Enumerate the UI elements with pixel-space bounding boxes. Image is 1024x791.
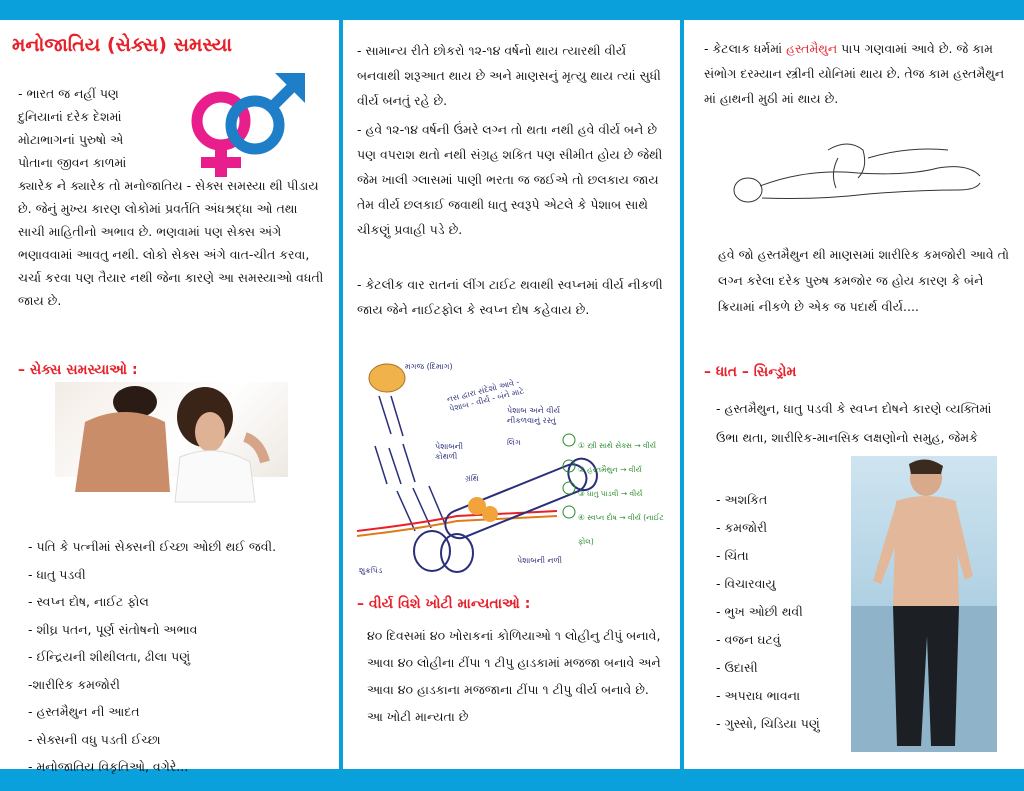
intro-line: પોતાના જીવન કાળમાં [18, 155, 127, 170]
intro-continued: ક્યારેક ને ક્યારેક તો મનોજાતિય - સેક્સ સમસ્યા થી પીડાય છે. જેનું મુખ્ય કારણ લોકોમાં પ્રવર્તતિ અંધશ્રદ્ધા ઓ તથા સાચી માહિતીનો અભાવ છે. ભણવામાં પણ સેક્સ અંગે ભણાવવામાં આવતુ નથી. લોકો સેક્સ અંગે વાત-ચીત કરવા, ચર્ચા કરવા પણ તૈયાર નથી જેના કારણે આ સમસ્યાઓ વધતી જાય છે. [18, 178, 324, 308]
diagram-label: મગજ (દિમાગ) [405, 362, 453, 371]
paragraph: ૪૦ દિવસમાં ૪૦ ખોરાકનાં કોળિયાઓ ૧ લોહીનુ ટીપું બનાવે, આવા ૪૦ લોહીના ટીંપા ૧ ટીપુ હાડકામાં મજજા બનાવે અને આવા ૪૦ હાડકાના મજજાના ટીંપા ૧ ટીપુ વીર્ય બનાવે છે. આ ખોટી માન્યતા છે [367, 628, 661, 724]
list-item: - ઈન્દ્રિયની શીથીલતા, ઢીલા પણું [28, 649, 191, 664]
diagram-illustration [357, 356, 668, 582]
diagram-label: પેશાબ અને વીર્ય નીકળવાનું રસ્તું [507, 406, 561, 425]
list-item: - ઉદાસી [716, 660, 758, 675]
text-run: પાપ ગણવામાં આવે છે. જે કામ સંભોગ દરમ્યાન સ્ત્રીની યોનિમાં થાય છે. તેજ કામ હસ્તમૈથુન માં હાથની મુઠી માં થાય છે. [704, 41, 1005, 106]
list-item: - ભુખ ઓછી થવી [716, 604, 803, 619]
diagram-item: ③ ધાતુ પાડવી → વીર્ય [578, 489, 643, 498]
list-item: - ધાતુ પડવી [28, 566, 86, 582]
intro-line: દુનિયાનાં દરેક દેશમાં [18, 109, 122, 124]
paragraph [704, 36, 1012, 111]
paragraph: - સામાન્ય રીતે છોકરો ૧૨-૧૪ વર્ષનો થાય ત્યારથી વીર્ય બનવાથી શરૂઆત થાય છે અને માણસનું મૃત્યુ થાય ત્યાં સુધી વીર્ય બનતું રહે છે. [357, 43, 661, 108]
list-item: - સેક્સની વધુ પડતી ઈચ્છા [28, 731, 161, 747]
list-item: - હસ્તમૈથુન ની આદત [28, 704, 140, 719]
list-item: - ગુસ્સો, ચિડિયા પણું [716, 716, 820, 731]
paragraph: - હસ્તમૈથુન, ધાતુ પડવી કે સ્વપ્ન દોષને કારણે વ્યક્તિમાં ઉભા થતા, શારીરિક-માનસિક લક્ષણોનો સમુહ, જેમકે [716, 401, 992, 445]
gender-symbols-icon [165, 65, 320, 181]
list-item: - અશકિત [716, 492, 768, 507]
intro-line: - ભારત જ નહીં પણ [18, 86, 119, 101]
page-title: મનોજાતિય (સેક્સ) સમસ્યા [12, 34, 233, 56]
diagram-label: પેશાબની નળી [517, 556, 563, 565]
thin-man-photo [851, 456, 997, 752]
list-item: - પતિ કે પત્નીમાં સેક્સની ઈચ્છા ઓછી થઈ જવી. [28, 539, 277, 554]
sex-problems-list [28, 533, 333, 781]
list-item: - શીઘ્ર પતન, પૂર્ણ સંતોષનો અભાવ [28, 621, 198, 637]
couple-photo [55, 382, 288, 517]
section-heading-myths: – વીર્ય વિશે ખોટી માન્યતાઓ : [357, 596, 531, 612]
lying-figure-sketch [718, 128, 986, 228]
diagram-items [578, 434, 666, 554]
list-item: - ચિંતા [716, 548, 749, 563]
paragraph: - હવે ૧૨-૧૪ વર્ષની ઉંમરે લગ્ન તો થતા નથી હવે વીર્ય બને છે પણ વપરાશ થતો નથી સંગ્રહ શકિત પણ સીમીત હોય છે જેથી જેમ ખાલી ગ્લાસમાં પાણી ભરતા જ જઈએ તો છલકાય જાય તેમ વીર્ય છલકાઈ જવાથી ધાતુ સ્વરૂપે એટલે કે પેશાબ સાથે ચીકણું પ્રવાહી પડે છે. [357, 122, 663, 237]
section-heading-dhat-syndrome: – ધાત – સિન્ડ્રોમ [704, 364, 797, 380]
diagram-item: ④ સ્વપ્ન દોષ → વીર્ય (નાઈટ ફોલ) [578, 513, 664, 546]
list-item: - મનોજાતિય વિકૃતિઓ, વગેરે... [28, 759, 189, 774]
diagram-label: ગ્રંથિ [465, 474, 479, 483]
paragraph: હવે જો હસ્તમૈથુન થી માણસમાં શારીરિક કમજોરી આવે તો લગ્ન કરેલા દરેક પુરુષ કમજોર જ હોય કારણ કે બંને ક્રિયામાં નીકળે છે એક જ પદાર્થ વીર્ય.... [718, 247, 1010, 314]
symptoms-list [716, 486, 856, 738]
diagram-item: ② હસ્તમૈથુન → વીર્ય [578, 465, 642, 474]
diagram-label: નસ દ્વારા સંદેશો આવે - પેશાબ - વીર્ય - બંને માટે [445, 377, 525, 414]
list-item: - કમજોરી [716, 520, 768, 535]
panel-right [684, 20, 1024, 769]
panel-left [0, 20, 339, 774]
panel-middle [343, 20, 680, 769]
list-item: - વિચારવાયુ [716, 576, 776, 591]
intro-line: મોટાભાગનાં પુરુષો એ [18, 132, 124, 147]
intro-block [18, 82, 168, 174]
list-item: - વજન ઘટવું [716, 632, 781, 647]
list-item: - અપરાધ ભાવના [716, 688, 801, 703]
paragraph: - કેટલીક વાર રાતનાં લીંગ ટાઈટ થવાથી સ્વપ્નમાં વીર્ય નીકળી જાય જેને નાઈટફોલ કે સ્વપ્ન દોષ કહેવાય છે. [357, 277, 663, 317]
diagram-label: શુક્રપિંડ [359, 566, 383, 575]
diagram-item: ① સ્ત્રી સાથે સેક્સ → વીર્ય [578, 441, 656, 450]
list-item: -શારીરિક કમજોરી [28, 676, 120, 692]
text-run: - કેટલાક ધર્મમાં [704, 41, 787, 56]
highlighted-term: હસ્તમૈથુન [786, 41, 838, 56]
diagram-label: લિંગ [507, 438, 521, 447]
section-heading-sex-problems: – સેક્સ સમસ્યાઓ : [18, 362, 138, 378]
list-item: - સ્વપ્ન દોષ, નાઈટ ફોલ [28, 594, 149, 609]
diagram-label: પેશાબની કોથળી [435, 442, 463, 461]
